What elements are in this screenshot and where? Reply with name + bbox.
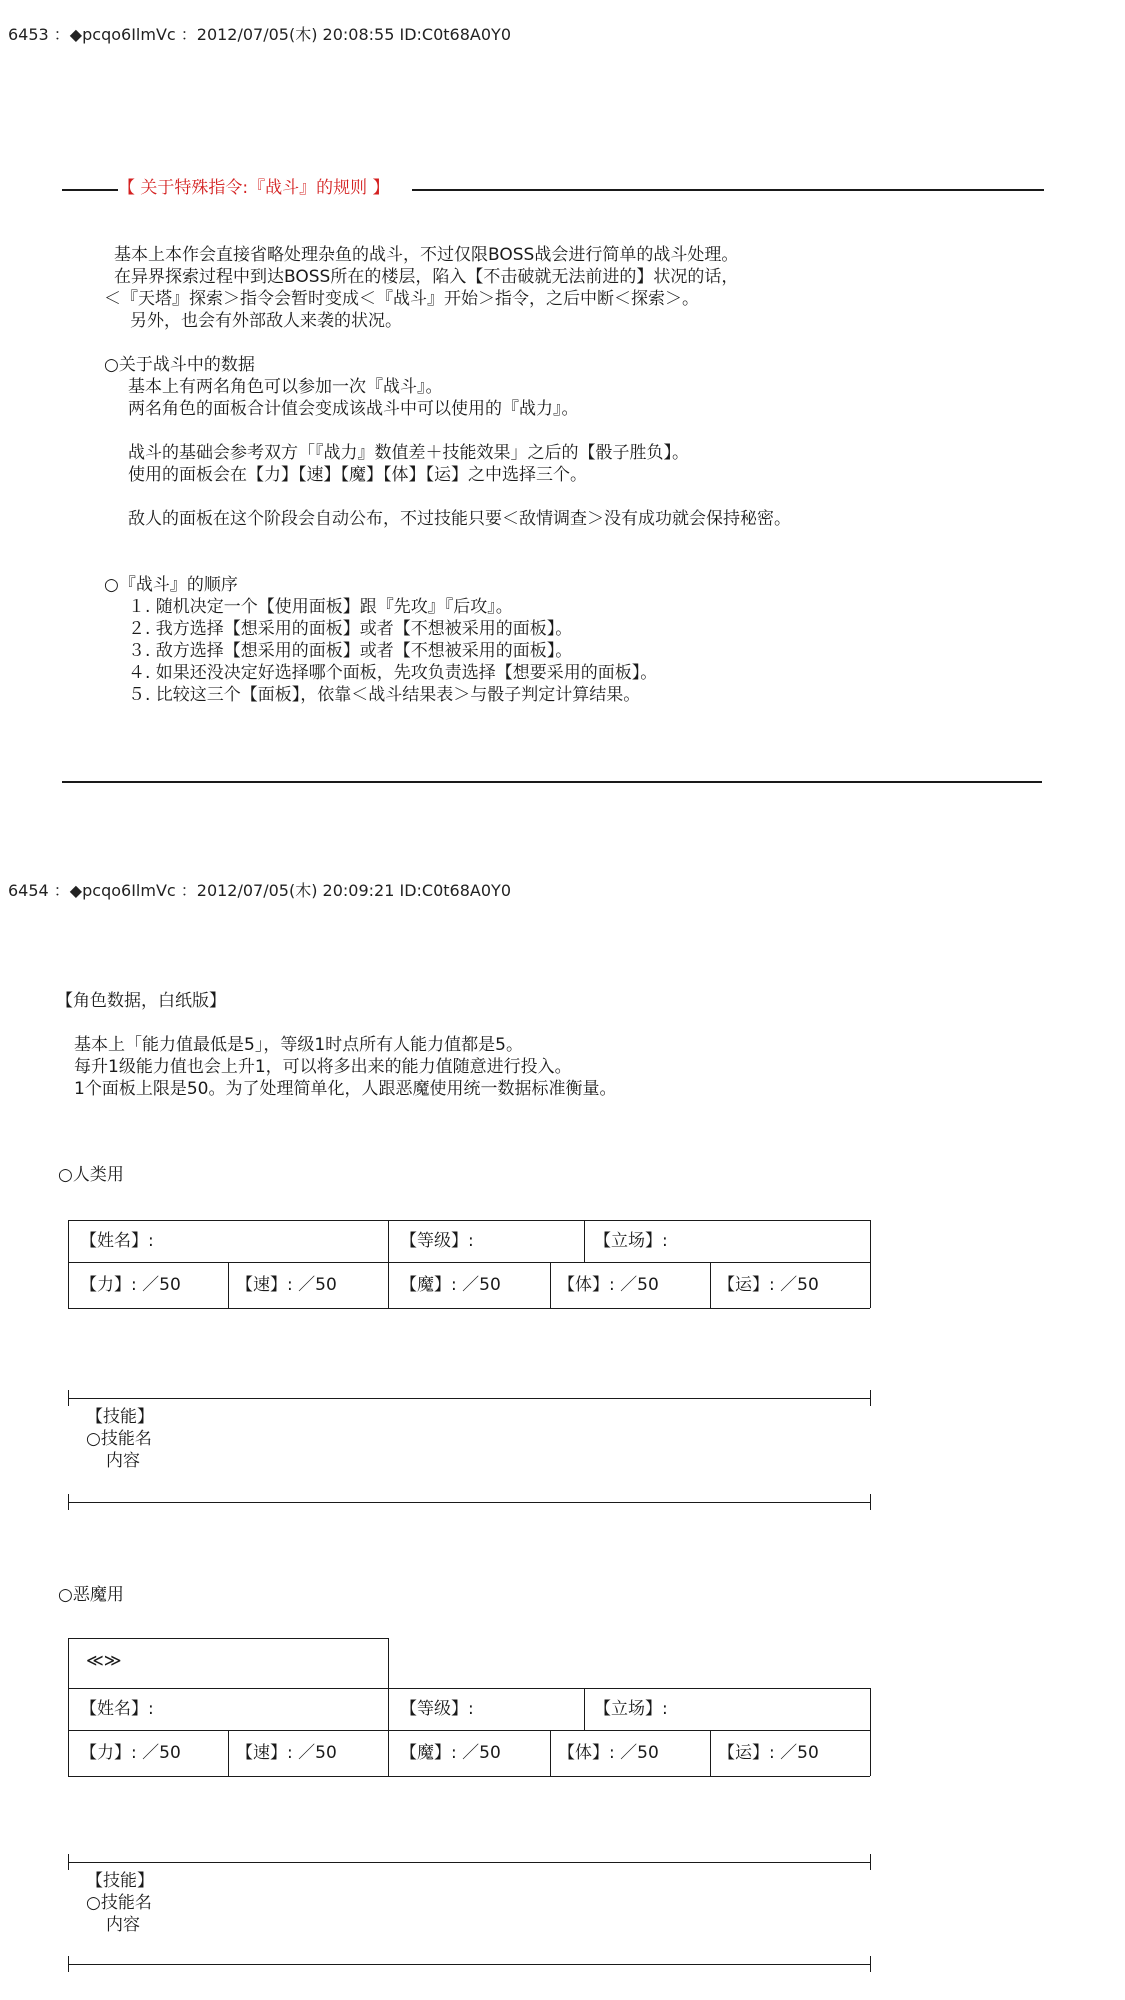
- order-step: １. 随机决定一个【使用面板】跟『先攻』『后攻』。: [128, 597, 513, 617]
- stat-power: 【力】: ／50: [80, 1275, 181, 1295]
- stat-body: 【体】: ／50: [558, 1743, 659, 1763]
- data-line: 战斗的基础会参考双方「『战力』数值差＋技能效果」之后的【骰子胜负】。: [128, 443, 689, 463]
- rule-line: 每升1级能力值也会上升1，可以将多出来的能力值随意进行投入。: [74, 1057, 572, 1077]
- skill-content: 内容: [106, 1915, 140, 1935]
- demon-sheet-label: ○恶魔用: [58, 1585, 124, 1605]
- level-field: 【等级】:: [400, 1231, 474, 1251]
- race-field: ≪≫: [86, 1651, 122, 1671]
- intro-line: ＜『天塔』探索＞指令会暂时变成＜『战斗』开始＞指令，之后中断＜探索＞。: [104, 289, 699, 309]
- post-header: 6453 ：◆pcqo6IlmVc ：2012/07/05(木) 20:08:55 ID:C0t68A0Y0: [8, 25, 511, 44]
- data-line: 两名角色的面板合计值会变成该战斗中可以使用的『战力』。: [128, 399, 579, 419]
- rule-line: 基本上「能力值最低是5」，等级1时点所有人能力值都是5。: [74, 1035, 523, 1055]
- stance-field: 【立场】:: [594, 1231, 668, 1251]
- order-step: ４. 如果还没决定好选择哪个面板，先攻负责选择【想要采用的面板】。: [128, 663, 658, 683]
- stat-luck: 【运】: ／50: [718, 1275, 819, 1295]
- intro-line: 基本上本作会直接省略处理杂鱼的战斗，不过仅限BOSS战会进行简单的战斗处理。: [114, 245, 739, 265]
- order-step: ５. 比较这三个【面板】，依靠＜战斗结果表＞与骰子判定计算结果。: [128, 685, 641, 705]
- rule-line: 1个面板上限是50。为了处理简单化，人跟恶魔使用统一数据标准衡量。: [74, 1079, 617, 1099]
- order-step: ２. 我方选择【想采用的面板】或者【不想被采用的面板】。: [128, 619, 573, 639]
- stat-power: 【力】: ／50: [80, 1743, 181, 1763]
- stat-luck: 【运】: ／50: [718, 1743, 819, 1763]
- intro-line: 另外，也会有外部敌人来袭的状况。: [130, 311, 402, 331]
- skill-label: 【技能】: [86, 1407, 154, 1427]
- stance-field: 【立场】:: [594, 1699, 668, 1719]
- human-sheet-label: ○人类用: [58, 1165, 124, 1185]
- skill-content: 内容: [106, 1451, 140, 1471]
- section-title: 【 关于特殊指令:『战斗』的规则 】: [118, 178, 390, 198]
- order-step: ３. 敌方选择【想采用的面板】或者【不想被采用的面板】。: [128, 641, 573, 661]
- data-line: 敌人的面板在这个阶段会自动公布，不过技能只要＜敌情调查＞没有成功就会保持秘密。: [128, 509, 791, 529]
- stat-magic: 【魔】: ／50: [400, 1743, 501, 1763]
- order-section-title: ○『战斗』的顺序: [104, 575, 238, 595]
- name-field: 【姓名】:: [80, 1231, 154, 1251]
- intro-line: 在异界探索过程中到达BOSS所在的楼层，陷入【不击破就无法前进的】状况的话，: [114, 267, 739, 287]
- stat-speed: 【速】: ／50: [236, 1743, 337, 1763]
- data-line: 使用的面板会在【力】【速】【魔】【体】【运】之中选择三个。: [128, 465, 587, 485]
- title-rule-left: [62, 189, 118, 191]
- stat-body: 【体】: ／50: [558, 1275, 659, 1295]
- stat-speed: 【速】: ／50: [236, 1275, 337, 1295]
- level-field: 【等级】:: [400, 1699, 474, 1719]
- stat-magic: 【魔】: ／50: [400, 1275, 501, 1295]
- name-field: 【姓名】:: [80, 1699, 154, 1719]
- data-line: 基本上有两名角色可以参加一次『战斗』。: [128, 377, 443, 397]
- skill-name: ○技能名: [86, 1429, 152, 1449]
- section-divider: [62, 781, 1042, 783]
- skill-name: ○技能名: [86, 1893, 152, 1913]
- data-section-title: ○关于战斗中的数据: [104, 355, 255, 375]
- title-rule-right: [412, 189, 1044, 191]
- post-header: 6454 ：◆pcqo6IlmVc ：2012/07/05(木) 20:09:21 ID:C0t68A0Y0: [8, 881, 511, 900]
- skill-label: 【技能】: [86, 1871, 154, 1891]
- character-data-title: 【角色数据，白纸版】: [56, 991, 226, 1011]
